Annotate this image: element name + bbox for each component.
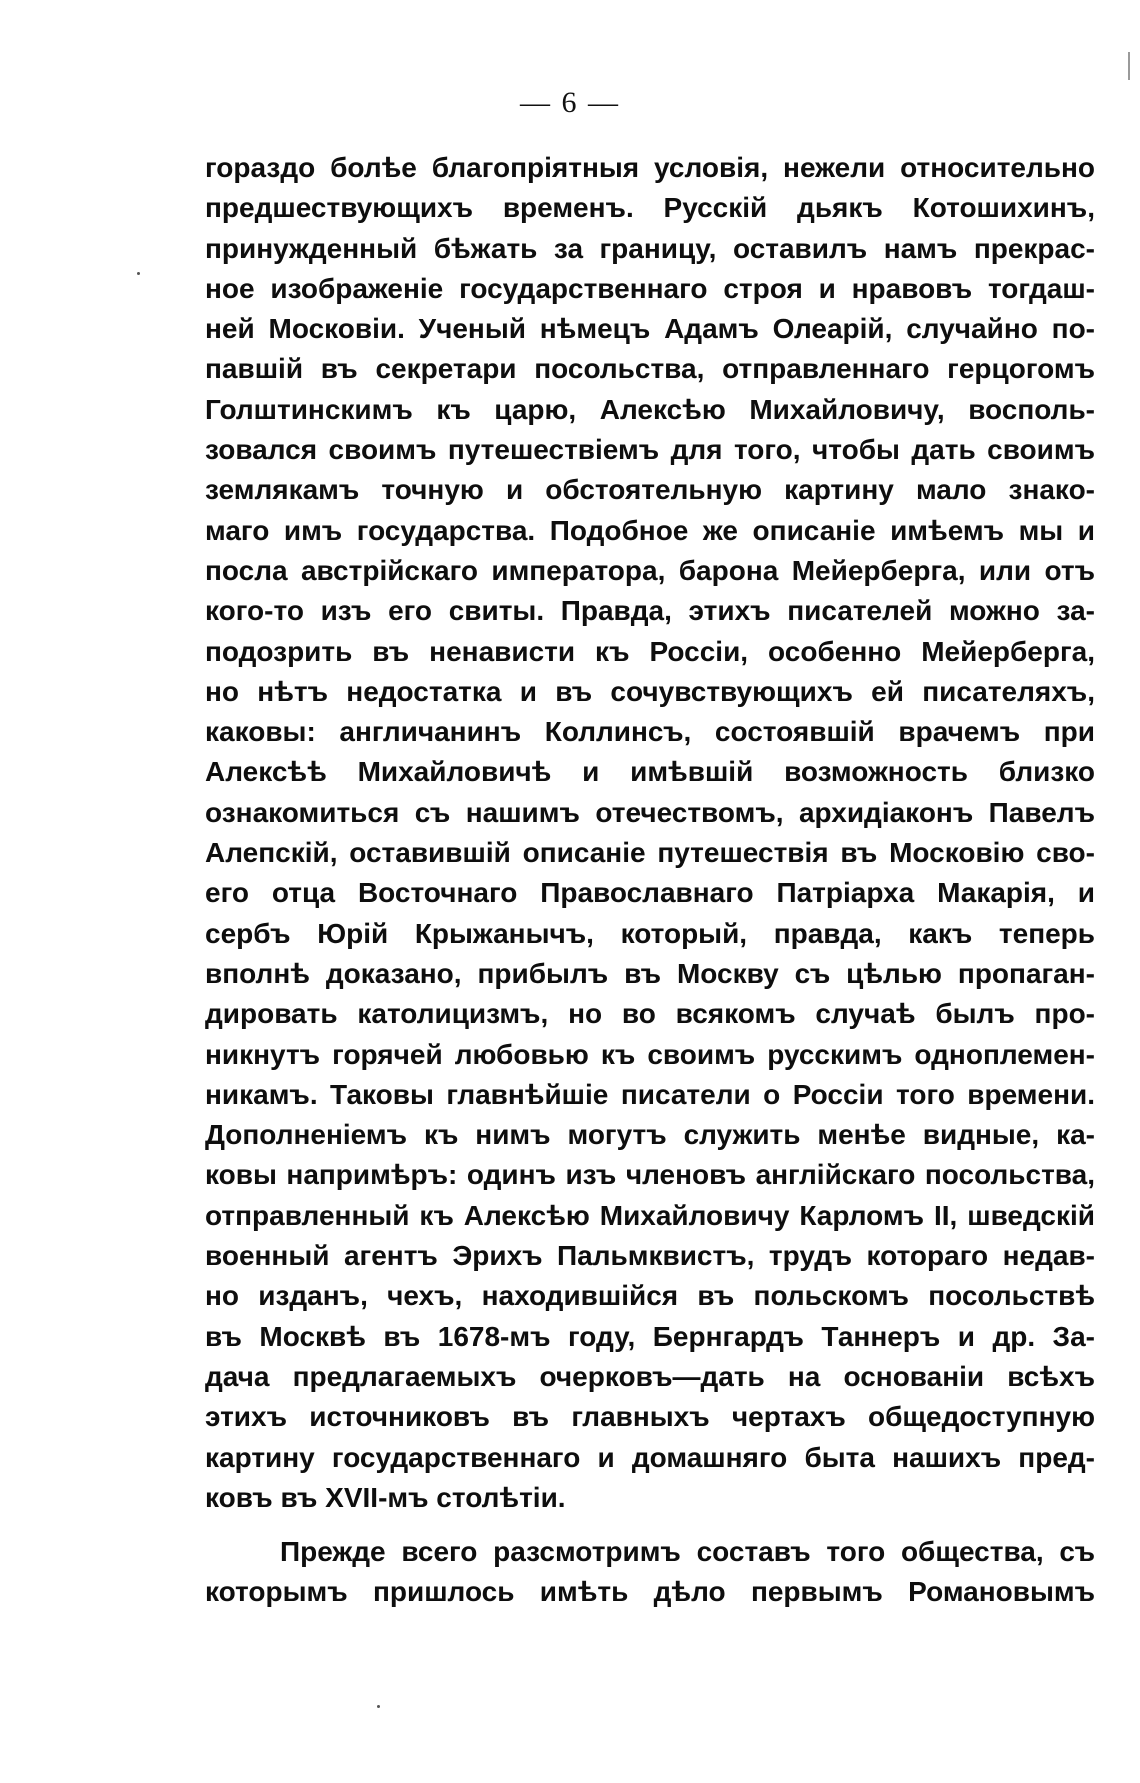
text-line: но нѣтъ недостатка и въ сочувствующихъ ей писателяхъ, bbox=[205, 675, 1095, 707]
text-line: этихъ источниковъ въ главныхъ чертахъ общедоступную bbox=[205, 1401, 1095, 1433]
text-line: дировать католицизмъ, но во всякомъ случаѣ былъ про- bbox=[205, 998, 1095, 1030]
text-line: ней Московіи. Ученый нѣмецъ Адамъ Олеарій, случайно по- bbox=[205, 313, 1095, 345]
text-line: Прежде всего разсмотримъ составъ того общества, съ bbox=[280, 1536, 1095, 1568]
text-line: никнутъ горячей любовью къ своимъ русскимъ одноплемен- bbox=[205, 1038, 1095, 1070]
text-line: маго имъ государства. Подобное же описаніе имѣемъ мы и bbox=[205, 514, 1095, 546]
text-line: предшествующихъ временъ. Русскій дьякъ Котошихинъ, bbox=[205, 192, 1095, 224]
text-line: ковъ въ XVII-мъ столѣтіи. bbox=[205, 1481, 566, 1513]
text-line: военный агентъ Эрихъ Пальмквистъ, трудъ котораго недав- bbox=[205, 1240, 1095, 1272]
text-line: гораздо болѣе благопріятныя условія, нежели относительно bbox=[205, 152, 1095, 183]
text-line: никамъ. Таковы главнѣйшіе писатели о Россіи того времени. bbox=[205, 1078, 1095, 1110]
text-line: Дополненіемъ къ нимъ могутъ служить менѣе видные, ка- bbox=[205, 1119, 1095, 1151]
print-speck bbox=[137, 272, 140, 275]
text-line: дача предлагаемыхъ очерковъ—дать на основаніи всѣхъ bbox=[205, 1360, 1095, 1392]
page-number: — 6 — bbox=[520, 86, 620, 119]
text-line: картину государственнаго и домашняго быта нашихъ пред- bbox=[205, 1441, 1095, 1473]
paragraph-1 bbox=[205, 148, 1095, 1518]
print-speck bbox=[377, 1705, 380, 1708]
text-line: Алепскій, оставившій описаніе путешествія въ Московію сво- bbox=[205, 837, 1095, 869]
text-line: Алексѣѣ Михайловичѣ и имѣвшій возможность близко bbox=[205, 756, 1095, 788]
text-line: посла австрійскаго императора, барона Мейерберга, или отъ bbox=[205, 554, 1095, 586]
text-line: сербъ Юрій Крыжанычъ, который, правда, какъ теперь bbox=[205, 917, 1095, 949]
text-line: каковы: англичанинъ Коллинсъ, состоявшій врачемъ при bbox=[205, 716, 1095, 748]
text-line: вполнѣ доказано, прибылъ въ Москву съ цѣлью пропаган- bbox=[205, 957, 1095, 989]
text-line: но изданъ, чехъ, находившійся въ польскомъ посольствѣ bbox=[205, 1280, 1095, 1312]
body-text bbox=[205, 148, 1095, 1613]
text-line: его отца Восточнаго Православнаго Патріарха Макарія, и bbox=[205, 877, 1095, 909]
text-line: землякамъ точную и обстоятельную картину мало знако- bbox=[205, 474, 1095, 506]
text-line: въ Москвѣ въ 1678-мъ году, Бернгардъ Таннеръ и др. За- bbox=[205, 1320, 1095, 1352]
text-line: Голштинскимъ къ царю, Алексѣю Михайловичу, восполь- bbox=[205, 393, 1095, 425]
text-line: ное изображеніе государственнаго строя и нравовъ тогдаш- bbox=[205, 272, 1095, 304]
text-line: подозрить въ ненависти къ Россіи, особенно Мейерберга, bbox=[205, 635, 1095, 667]
text-line: которымъ пришлось имѣть дѣло первымъ Романовымъ bbox=[205, 1576, 1095, 1608]
paragraph-2 bbox=[205, 1532, 1095, 1613]
text-line: ковы напримѣръ: одинъ изъ членовъ англійскаго посольства, bbox=[205, 1159, 1095, 1191]
text-line: принужденный бѣжать за границу, оставилъ намъ прекрас- bbox=[205, 232, 1095, 264]
text-line: отправленный къ Алексѣю Михайловичу Карломъ II, шведскій bbox=[205, 1199, 1095, 1231]
text-line: павшій въ секретари посольства, отправленнаго герцогомъ bbox=[205, 353, 1095, 385]
text-line: ознакомиться съ нашимъ отечествомъ, архидіаконъ Павелъ bbox=[205, 796, 1095, 828]
text-line: зовался своимъ путешествіемъ для того, чтобы дать своимъ bbox=[205, 434, 1095, 466]
page-edge-mark bbox=[1128, 52, 1130, 80]
text-line: кого-то изъ его свиты. Правда, этихъ писателей можно за- bbox=[205, 595, 1095, 627]
